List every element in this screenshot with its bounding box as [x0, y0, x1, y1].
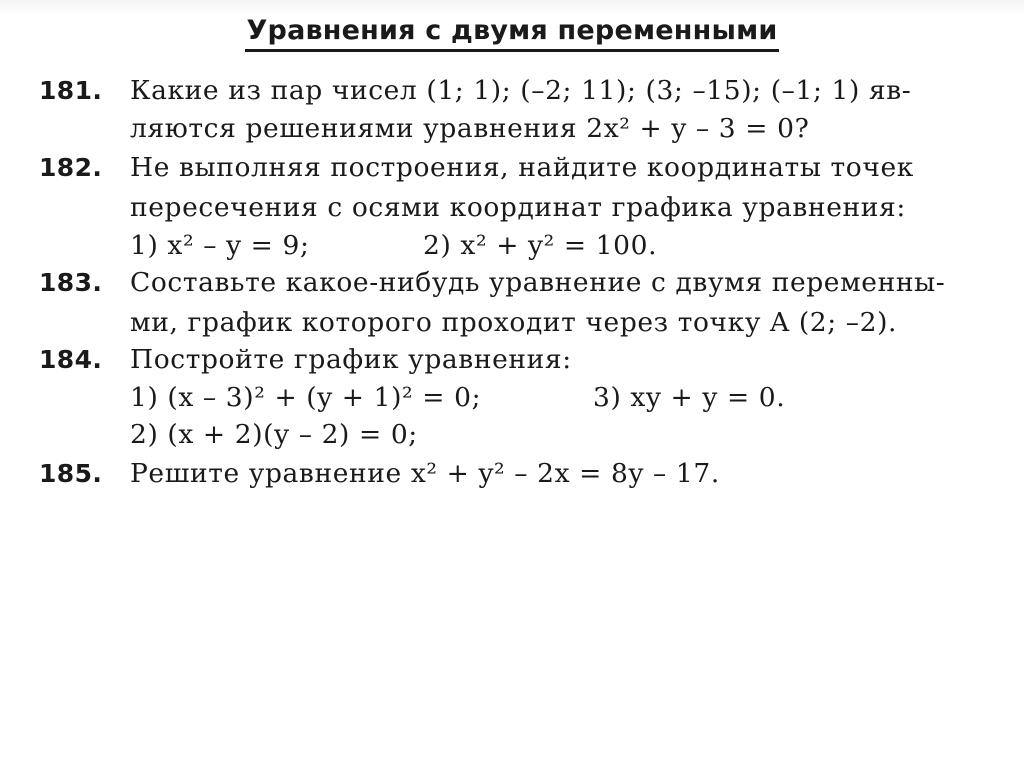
problem-item-2: 2) x² + y² = 100. — [423, 230, 658, 261]
problem-number: 185. — [39, 459, 103, 488]
page-title-text: Уравнения с двумя переменными — [245, 14, 780, 52]
problem-text-line: Постройте график уравнения: — [130, 344, 572, 375]
problem-text-line: ляются решениями уравнения 2x² + y – 3 = 0? — [130, 113, 810, 144]
problem-item-1: 1) x² – y = 9; — [130, 230, 310, 261]
problem-text-line: Решите уравнение x² + y² – 2x = 8y – 17. — [130, 458, 720, 489]
problem-text-line: пересечения с осями координат графика уравнения: — [130, 192, 906, 223]
page-title — [0, 14, 1024, 52]
problem-item-2: 2) (x + 2)(y – 2) = 0; — [130, 419, 418, 450]
problem-number: 183. — [39, 268, 103, 297]
problem-item-3: 3) xy + y = 0. — [593, 382, 786, 413]
problem-text-line: Составьте какое-нибудь уравнение с двумя переменны- — [130, 267, 946, 298]
problem-number: 182. — [39, 153, 103, 182]
problem-text-line: ми, график которого проходит через точку A (2; –2). — [130, 307, 898, 338]
problem-text-line: Какие из пар чисел (1; 1); (–2; 11); (3; –15); (–1; 1) яв- — [130, 75, 912, 106]
problem-text-line: Не выполняя построения, найдите координаты точек — [130, 152, 914, 183]
problem-item-1: 1) (x – 3)² + (y + 1)² = 0; — [130, 382, 482, 413]
problem-number: 184. — [39, 345, 103, 374]
problem-number: 181. — [39, 76, 103, 105]
